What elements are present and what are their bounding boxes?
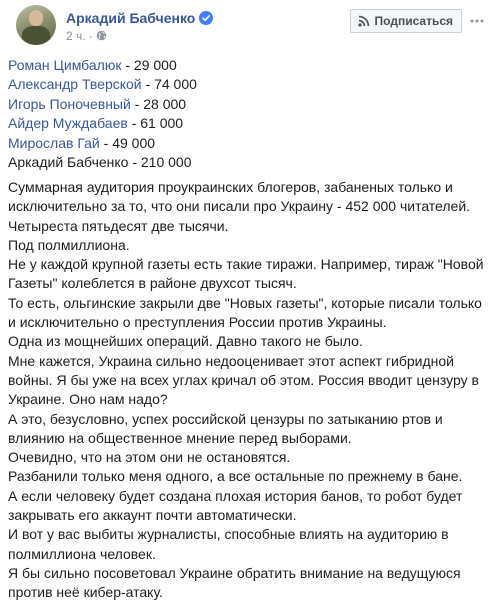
globe-icon[interactable] [96, 29, 107, 40]
post-line: Разбанили только меня одного, а все остальные по прежнему в бане. [8, 468, 463, 485]
post-line: против неё кибер-атаку. [8, 584, 163, 601]
blogger-audience: - 49 000 [103, 134, 156, 151]
list-item [8, 75, 197, 94]
post-line: Не у каждой крупной газеты есть такие тиражи. Например, тираж "Новой [8, 256, 484, 273]
author-line [66, 9, 213, 27]
blogger-audience: - 28 000 [134, 95, 187, 112]
blogger-audience: - 210 000 [132, 154, 192, 171]
post-line: Суммарная аудитория проукраинских блогеров, забаненых только и [8, 179, 453, 195]
post-line: Украине. Оно нам надо? [8, 391, 168, 408]
post-line: закрывать его аккаунт почти автоматически. [8, 507, 297, 524]
post-timestamp[interactable]: 2 ч. [66, 29, 86, 43]
list-item [8, 153, 197, 172]
post-line: И вот у вас выбиты журналисты, способные влиять на аудиторию в [8, 526, 449, 543]
author-avatar[interactable] [16, 5, 56, 45]
post-line: Очевидно, что на этом они не остановятся. [8, 449, 291, 466]
blogger-audience: - 61 000 [131, 115, 184, 132]
more-icon[interactable] [470, 14, 484, 28]
post-line: А если человеку будет создана плохая история банов, то робот будет [8, 487, 463, 504]
subscribe-label: Подписаться [374, 14, 453, 28]
blogger-name: Аркадий Бабченко [8, 154, 129, 171]
post-line: войны. Я бы уже на всех углах кричал об этом. Россия вводит цензуру в [8, 371, 479, 388]
post-line: А это, безусловно, успех российской цензуры по затыканию ртов и [8, 410, 443, 427]
list-item [8, 134, 197, 153]
avatar-body [22, 26, 50, 45]
blogger-name-link[interactable]: Роман Цимбалюк [8, 57, 122, 73]
rss-icon [358, 12, 370, 24]
blogger-audience: - 74 000 [145, 76, 197, 93]
subscribe-button[interactable] [350, 9, 462, 33]
post-line: исключительно за то, что они писали про Украину - 452 000 читателей. [8, 198, 471, 215]
avatar-head [29, 10, 43, 26]
verified-badge-icon [199, 11, 213, 25]
post-line: Мне кажется, Украина сильно недооценивает этот аспект гибридной [8, 352, 454, 369]
post-line: влиянию на общественное мнение перед выборами. [8, 429, 352, 446]
post-line: Я бы сильно посоветовал Украине обратить внимание на ведущуюся [8, 564, 461, 581]
blogger-name-link[interactable]: Игорь Поночевный [8, 95, 131, 112]
post-line: Четыреста пятьдесят две тысячи. [8, 217, 229, 234]
blogger-name-link[interactable]: Айдер Муждабаев [8, 115, 128, 132]
blogger-name-link[interactable]: Александр Тверской [8, 76, 142, 93]
list-item [8, 114, 197, 133]
list-item [8, 95, 197, 114]
post-line: Газеты" колеблется в районе двухсот тысяч. [8, 275, 297, 292]
post-meta [66, 28, 107, 44]
post-body [8, 178, 484, 601]
post-line: Под полмиллиона. [8, 236, 130, 253]
blogger-list [8, 56, 197, 172]
blogger-audience: - 29 000 [125, 57, 177, 73]
post-line: Одна из мощнейших операций. Давно такого не было. [8, 333, 363, 350]
post-line: и исключительно о преступления России против Украины. [8, 314, 387, 331]
post-header [8, 0, 488, 52]
post-line: полмиллиона человек. [8, 545, 156, 562]
blogger-name-link[interactable]: Мирослав Гай [8, 134, 100, 151]
list-item [8, 56, 197, 75]
post-line: То есть, ольгинские закрыли две "Новых газеты", которые писали только [8, 294, 482, 311]
meta-separator: · [88, 29, 93, 43]
author-name[interactable]: Аркадий Бабченко [66, 10, 196, 26]
